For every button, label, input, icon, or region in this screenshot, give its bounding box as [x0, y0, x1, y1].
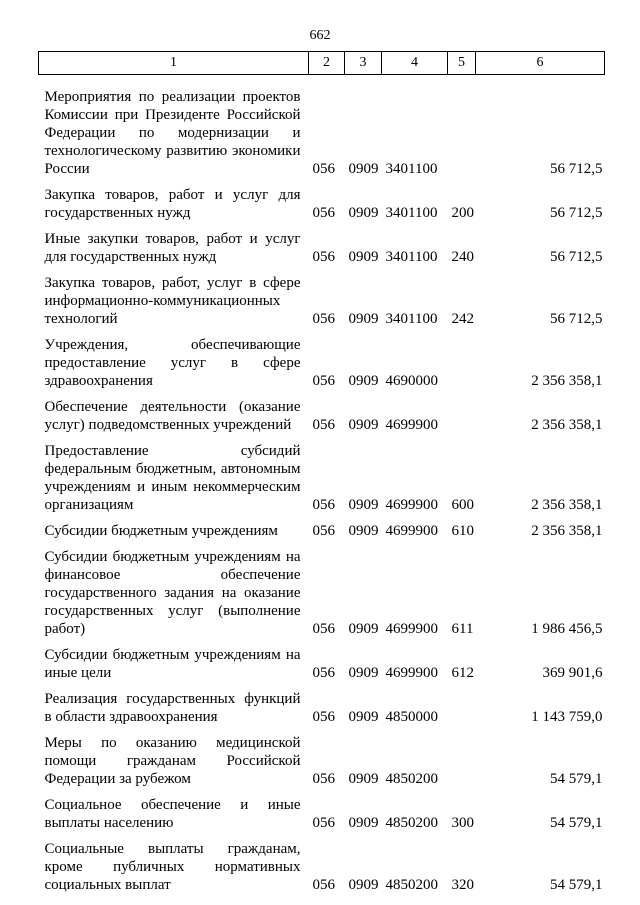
row-sum: 369 901,6: [542, 665, 603, 681]
row-rz-code: 0909: [348, 815, 379, 831]
row-rz-code: 0909: [348, 771, 379, 787]
row-rz-code: 0909: [348, 665, 379, 681]
row-cs-code: 4699900: [385, 417, 438, 433]
row-sum: 2 356 358,1: [531, 523, 603, 539]
row-gr-code: 056: [312, 709, 335, 725]
table-row: [39, 434, 605, 514]
row-rz-code: 0909: [348, 417, 379, 433]
row-gr-code: 056: [312, 621, 335, 637]
row-cs-code: 3401100: [385, 249, 438, 265]
row-vr-code: [448, 682, 476, 726]
row-sum: 56 712,5: [550, 205, 603, 221]
row-rz-code: 0909: [348, 497, 379, 513]
row-gr-code: 056: [312, 161, 335, 177]
row-cs-code: 4699900: [385, 665, 438, 681]
row-name: Социальное обеспечение и иные выплаты населению: [44, 797, 301, 831]
row-sum: 2 356 358,1: [531, 497, 603, 513]
page-number: 662: [309, 28, 331, 43]
row-cs-code: 4850200: [385, 877, 438, 893]
row-rz-code: 0909: [348, 161, 379, 177]
row-name: Субсидии бюджетным учреждениям на иные цели: [44, 647, 301, 681]
row-rz-code: 0909: [348, 205, 379, 221]
row-name: Закупка товаров, работ, услуг в сфере информационно-коммуникационных технологий: [44, 275, 301, 327]
row-vr-code: 242: [451, 311, 474, 327]
row-sum: 2 356 358,1: [531, 417, 603, 433]
row-gr-code: 056: [312, 205, 335, 221]
row-gr-code: 056: [312, 877, 335, 893]
row-cs-code: 4699900: [385, 497, 438, 513]
row-rz-code: 0909: [348, 311, 379, 327]
row-gr-code: 056: [312, 665, 335, 681]
table-row: [39, 788, 605, 832]
table-row: [39, 514, 605, 540]
table-row: [39, 726, 605, 788]
table-row: [39, 75, 605, 179]
table-row: [39, 178, 605, 222]
row-name: Субсидии бюджетным учреждениям: [44, 523, 278, 539]
column-header-vr: 5: [448, 52, 476, 75]
row-cs-code: 3401100: [385, 161, 438, 177]
column-header-cs: 4: [382, 52, 448, 75]
row-gr-code: 056: [312, 523, 335, 539]
row-rz-code: 0909: [348, 877, 379, 893]
column-header-name: 1: [39, 52, 309, 75]
row-cs-code: 4850200: [385, 771, 438, 787]
table-row: [39, 832, 605, 894]
row-rz-code: 0909: [348, 373, 379, 389]
table-header: [39, 52, 605, 75]
row-vr-code: 200: [451, 205, 474, 221]
row-cs-code: 4850200: [385, 815, 438, 831]
row-cs-code: 3401100: [385, 205, 438, 221]
column-header-gr: 2: [309, 52, 345, 75]
row-gr-code: 056: [312, 249, 335, 265]
row-vr-code: 612: [451, 665, 474, 681]
row-name: Мероприятия по реализации проектов Комиссии при Президенте Российской Федерации по модернизации и технологическому развитию экономики России: [44, 89, 301, 177]
table-row: [39, 266, 605, 328]
row-vr-code: [448, 726, 476, 788]
row-gr-code: 056: [312, 497, 335, 513]
row-rz-code: 0909: [348, 709, 379, 725]
row-sum: 1 986 456,5: [531, 621, 603, 637]
row-gr-code: 056: [312, 771, 335, 787]
row-name: Предоставление субсидий федеральным бюджетным, автономным учреждениям и иным некоммерческим организациям: [44, 443, 301, 513]
row-vr-code: [448, 390, 476, 434]
row-cs-code: 4690000: [385, 373, 438, 389]
row-vr-code: 320: [451, 877, 474, 893]
row-gr-code: 056: [312, 417, 335, 433]
row-name: Социальные выплаты гражданам, кроме публичных нормативных социальных выплат: [44, 841, 301, 893]
row-gr-code: 056: [312, 815, 335, 831]
row-vr-code: 240: [451, 249, 474, 265]
row-name: Меры по оказанию медицинской помощи гражданам Российской Федерации за рубежом: [44, 735, 301, 787]
table-row: [39, 540, 605, 638]
row-vr-code: 611: [451, 621, 474, 637]
row-name: Субсидии бюджетным учреждениям на финансовое обеспечение государственного задания на оказание государственных услуг (выполнение работ): [44, 549, 301, 637]
column-header-rz: 3: [345, 52, 382, 75]
row-gr-code: 056: [312, 311, 335, 327]
row-name: Закупка товаров, работ и услуг для государственных нужд: [44, 187, 301, 221]
row-sum: 54 579,1: [550, 771, 603, 787]
table-row: [39, 328, 605, 390]
row-vr-code: 600: [451, 497, 474, 513]
row-sum: 54 579,1: [550, 815, 603, 831]
row-rz-code: 0909: [348, 621, 379, 637]
table-row: [39, 390, 605, 434]
row-cs-code: 3401100: [385, 311, 438, 327]
row-vr-code: 300: [451, 815, 474, 831]
row-sum: 56 712,5: [550, 161, 603, 177]
budget-table: [38, 51, 605, 894]
row-sum: 2 356 358,1: [531, 373, 603, 389]
row-rz-code: 0909: [348, 523, 379, 539]
row-name: Учреждения, обеспечивающие предоставление услуг в сфере здравоохранения: [44, 337, 301, 389]
row-vr-code: [448, 328, 476, 390]
table-row: [39, 682, 605, 726]
row-cs-code: 4699900: [385, 621, 438, 637]
row-name: Иные закупки товаров, работ и услуг для государственных нужд: [44, 231, 301, 265]
row-gr-code: 056: [312, 373, 335, 389]
column-header-sum: 6: [476, 52, 605, 75]
row-rz-code: 0909: [348, 249, 379, 265]
row-vr-code: 610: [451, 523, 474, 539]
row-sum: 54 579,1: [550, 877, 603, 893]
row-sum: 56 712,5: [550, 249, 603, 265]
row-sum: 1 143 759,0: [531, 709, 603, 725]
column-number-row: [39, 52, 605, 75]
row-cs-code: 4850000: [385, 709, 438, 725]
row-name: Обеспечение деятельности (оказание услуг) подведомственных учреждений: [44, 399, 301, 433]
table-row: [39, 222, 605, 266]
table-body: [39, 75, 605, 895]
row-vr-code: [448, 75, 476, 179]
row-name: Реализация государственных функций в области здравоохранения: [44, 691, 301, 725]
table-row: [39, 638, 605, 682]
row-sum: 56 712,5: [550, 311, 603, 327]
row-cs-code: 4699900: [385, 523, 438, 539]
